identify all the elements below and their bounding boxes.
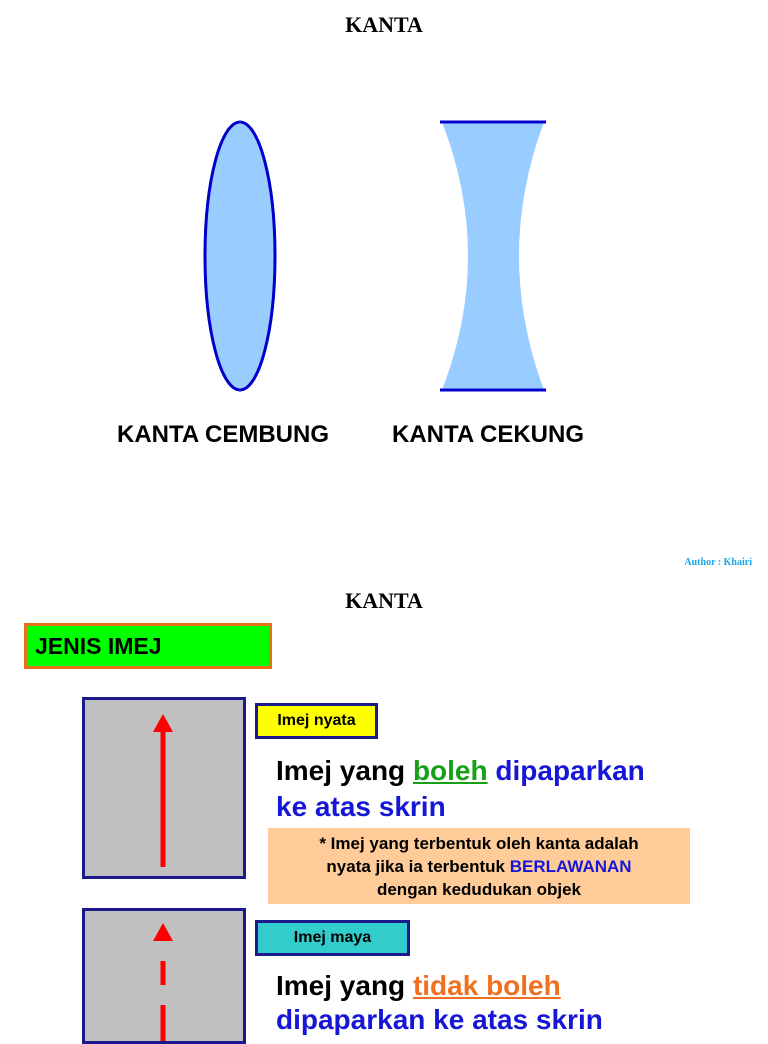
- convex-lens-shape: [205, 122, 275, 390]
- virtual-image-description-line2: dipaparkan ke atas skrin: [276, 1004, 603, 1035]
- note-line2: [268, 855, 690, 878]
- concave-lens-label: KANTA CEKUNG: [392, 421, 584, 448]
- virtual-desc-emphasis: tidak boleh: [412, 970, 561, 1001]
- section-heading: JENIS IMEJ: [24, 623, 272, 669]
- solid-up-arrow-icon: [85, 700, 243, 876]
- real-image-tag: Imej nyata: [255, 703, 378, 739]
- slide-title: KANTA: [345, 12, 423, 37]
- concave-lens-diagram: [432, 114, 556, 398]
- real-image-panel: [82, 697, 246, 879]
- convex-lens-diagram: [196, 114, 288, 398]
- virtual-image-tag: Imej maya: [255, 920, 410, 956]
- note-line3: dengan kedudukan objek: [376, 880, 582, 899]
- real-desc-emphasis: boleh: [412, 755, 488, 786]
- concave-lens-shape: [442, 122, 544, 390]
- virtual-image-description-line1: [276, 970, 561, 1002]
- note-emphasis: BERLAWANAN: [509, 857, 632, 876]
- real-image-description-line2: ke atas skrin: [276, 791, 446, 822]
- real-image-description-line1: [276, 755, 645, 787]
- convex-lens-label: KANTA CEMBUNG: [117, 421, 329, 448]
- slide2-title: KANTA: [345, 588, 423, 613]
- note-line1: * Imej yang terbentuk oleh kanta adalah: [319, 834, 639, 853]
- author-credit: Author : Khairi: [684, 557, 752, 568]
- note-line2-text: nyata jika ia terbentuk: [326, 857, 510, 876]
- real-image-note: [268, 828, 690, 904]
- real-desc-text-a: Imej yang: [276, 755, 413, 786]
- virtual-desc-text-a: Imej yang: [276, 970, 413, 1001]
- dashed-up-arrow-icon: [85, 911, 243, 1041]
- real-desc-text-c: dipaparkan: [487, 755, 645, 786]
